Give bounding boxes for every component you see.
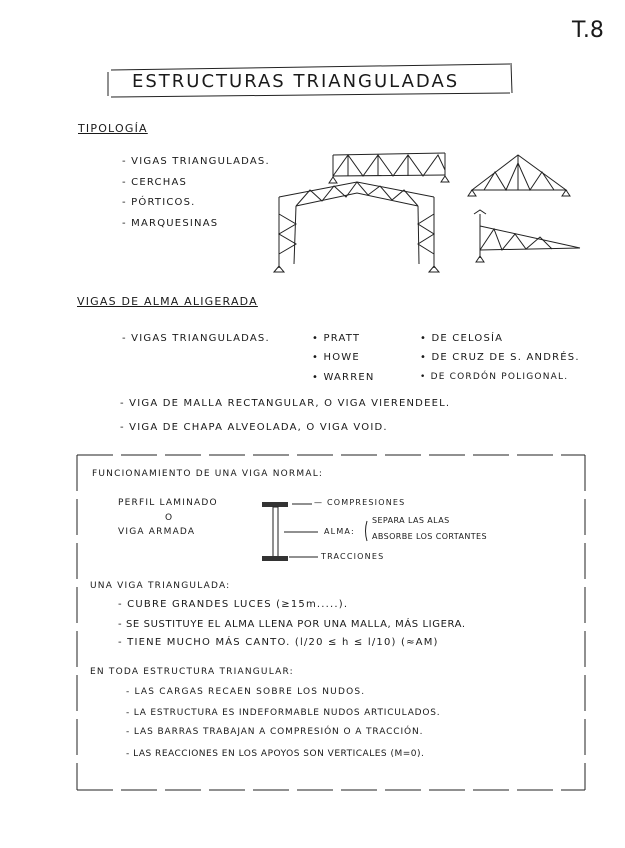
type-right: • DE CRUZ DE S. ANDRÉS. (420, 352, 580, 363)
estructura-item: - LAS REACCIONES EN LOS APOYOS SON VERTICALES (M=0). (126, 749, 425, 759)
flat-truss-diagram (329, 153, 449, 183)
type-left: • HOWE (312, 352, 360, 363)
estructura-heading: EN TODA ESTRUCTURA TRIANGULAR: (90, 667, 294, 677)
tipologia-item: - PÓRTICOS. (122, 197, 196, 208)
triangulada-heading: UNA VIGA TRIANGULADA: (90, 581, 231, 591)
compresiones-label: — COMPRESIONES (314, 498, 406, 507)
alma-label: ALMA: (324, 527, 355, 536)
vigas-line: - VIGA DE CHAPA ALVEOLADA, O VIGA VOID. (120, 422, 388, 433)
canopy-diagram (474, 210, 580, 262)
alma-function: SEPARA LAS ALAS (372, 516, 450, 525)
triangulada-item: - TIENE MUCHO MÁS CANTO. (l/20 ≤ h ≤ l/10) (≈AM) (118, 637, 439, 648)
estructura-item: - LA ESTRUCTURA ES INDEFORMABLE NUDOS ARTICULADOS. (126, 708, 441, 718)
vigas-lead: - VIGAS TRIANGULADAS. (122, 333, 270, 344)
triangulada-item: - SE SUSTITUYE EL ALMA LLENA POR UNA MALLA, MÁS LIGERA. (118, 619, 466, 630)
portal-frame-diagram (274, 182, 439, 272)
estructura-item: - LAS BARRAS TRABAJAN A COMPRESIÓN O A TRACCIÓN. (126, 727, 424, 737)
page-number: T.8 (572, 18, 604, 43)
triangulada-item: - CUBRE GRANDES LUCES (≥15m.....). (118, 599, 349, 610)
vigas-line: - VIGA DE MALLA RECTANGULAR, O VIGA VIERENDEEL. (120, 398, 451, 409)
type-right: • DE CORDÓN POLIGONAL. (420, 372, 569, 382)
tipologia-item: - CERCHAS (122, 177, 188, 188)
roof-truss-diagram (468, 155, 570, 196)
type-left: • WARREN (312, 372, 375, 383)
perfil-label: PERFIL LAMINADO (118, 498, 218, 508)
tipologia-item: - VIGAS TRIANGULADAS. (122, 156, 270, 167)
page-title: ESTRUCTURAS TRIANGULADAS (132, 71, 460, 92)
estructura-item: - LAS CARGAS RECAEN SOBRE LOS NUDOS. (126, 687, 366, 697)
vigas-alma-heading: VIGAS DE ALMA ALIGERADA (77, 295, 258, 308)
tipologia-item: - MARQUESINAS (122, 218, 219, 229)
type-right: • DE CELOSÍA (420, 333, 504, 344)
type-left: • PRATT (312, 333, 361, 344)
tipologia-heading: TIPOLOGÍA (78, 122, 148, 135)
o-label: O (165, 513, 174, 523)
box-heading: FUNCIONAMIENTO DE UNA VIGA NORMAL: (92, 469, 324, 479)
tracciones-label: TRACCIONES (321, 552, 385, 561)
armada-label: VIGA ARMADA (118, 527, 196, 537)
alma-function: ABSORBE LOS CORTANTES (372, 532, 487, 541)
